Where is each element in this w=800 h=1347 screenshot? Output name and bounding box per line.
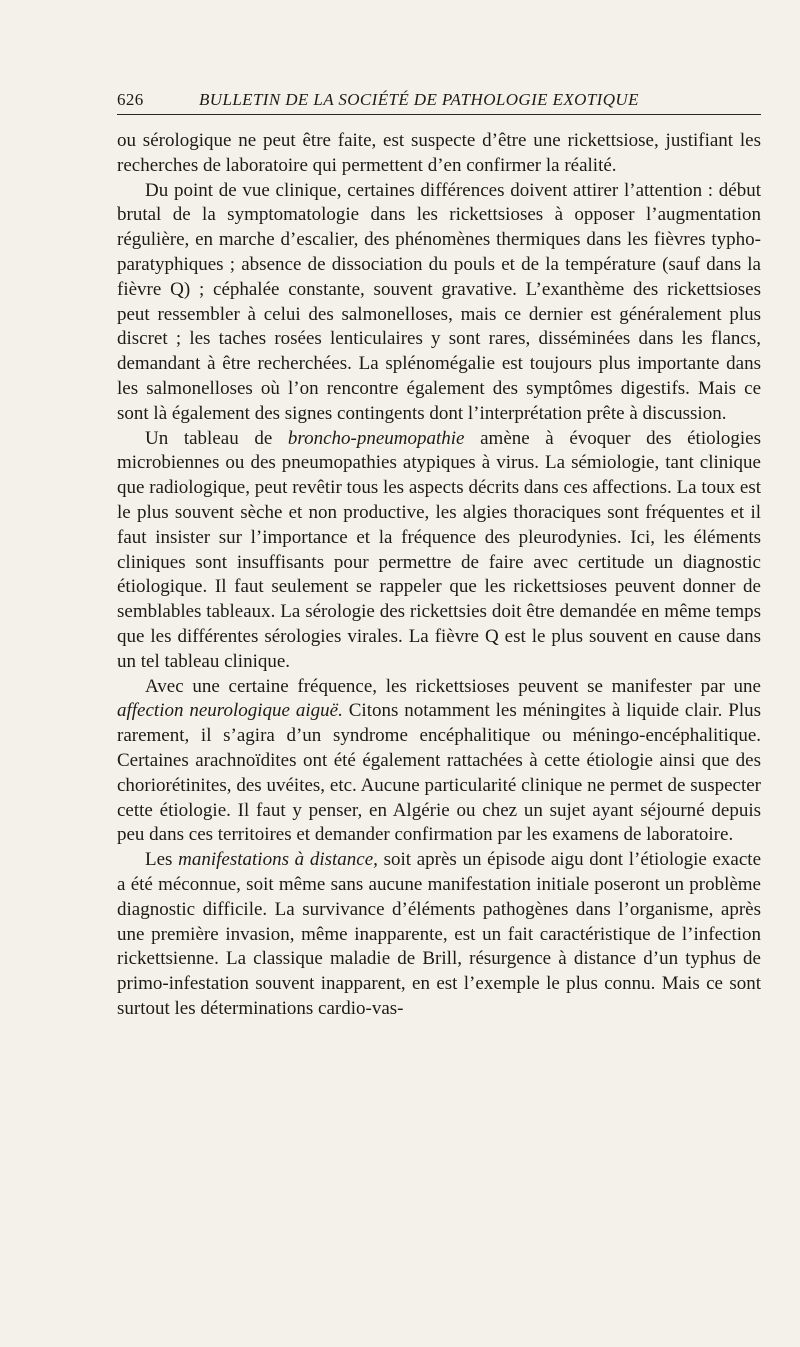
italic-term: broncho-pneumopathie	[287, 427, 465, 449]
paragraph-text-rest: amène à évoquer des étiologies microbiennes ou des pneumopathies atypiques à virus. La sémiologie, tant clinique que radiologique, peut revêtir tous les aspects décrits dans ces affections. La toux est le plus souvent sèche et non productive, les algies thoraciques sont fréquentes et il faut insister sur l’importance et la fréquence des pleurodynies. Ici, les éléments cliniques sont insuffisants pour permettre de faire avec certitude un diagnostic étiologique. Il faut seulement se rappeler que les rickettsioses peuvent donner de semblables tableaux. La sérologie des rickettsies doit être demandée en même temps que les différentes sérologies virales. La fièvre Q est le plus souvent en cause dans un tel tableau clinique.	[117, 427, 761, 672]
italic-term: affection neurologique aiguë.	[117, 700, 343, 722]
paragraph-text-rest: Citons notamment les méningites à liquide clair. Plus rarement, il s’agira d’un syndrome encéphalitique ou méningo-encéphalitique. Certaines arachnoïdites ont été également rattachées à cette étiologie ainsi que des choriorétinites, des uvéites, etc. Aucune particularité clinique ne permet de suspecter cette étiologie. Il faut y penser, en Algérie ou chez un sujet ayant séjourné depuis peu dans ces territoires et demander confirmation par les examens de laboratoire.	[117, 700, 762, 846]
paragraph-text-start: Un tableau de	[145, 427, 288, 449]
paragraph-broncho-pneumopathie	[117, 427, 761, 675]
paragraph-continuation	[117, 129, 761, 179]
running-title: BULLETIN DE LA SOCIÉTÉ DE PATHOLOGIE EXOTIQUE	[199, 90, 639, 109]
page-number: 626	[117, 90, 144, 109]
page-header	[117, 88, 761, 115]
paragraph-text-start: Avec une certaine fréquence, les rickettsioses peuvent se manifester par une	[145, 675, 761, 697]
body-text	[117, 129, 761, 1022]
paragraph-clinical-differences	[117, 179, 761, 427]
paragraph-text: ou sérologique ne peut être faite, est suspecte d’être une rickettsiose, justifiant les recherches de laboratoire qui permettent d’en confirmer la réalité.	[117, 130, 761, 176]
italic-term: manifestations à distance,	[178, 849, 378, 871]
paragraph-distance-manifestations	[117, 848, 761, 1022]
paragraph-text-start: Les	[145, 849, 179, 871]
paragraph-text: Du point de vue clinique, certaines différences doivent attirer l’attention : début brutal de la symptomatologie dans les rickettsioses à opposer l’augmentation régulière, en marche d’escalier, des phénomènes thermiques dans les fièvres typho-paratyphiques ; absence de dissociation du pouls et de la température (sauf dans la fièvre Q) ; céphalée constante, souvent gravative. L’exanthème des rickettsioses peut ressembler à celui des salmonelloses, mais ce dernier est généralement plus discret ; les taches rosées lenticulaires y sont rares, disséminées dans les flancs, demandant à être recherchées. La splénomégalie est toujours plus importante dans les salmonelloses où l’on rencontre également des symptômes digestifs. Mais ce sont là également des signes contingents dont l’interprétation prête à discussion.	[117, 179, 761, 424]
paragraph-text-rest: soit après un épisode aigu dont l’étiologie exacte a été méconnue, soit même sans aucune manifestation initiale poseront un problème diagnostic difficile. La survivance d’éléments pathogènes dans l’organisme, après une première invasion, même inapparente, est un fait caractéristique de l’infection rickettsienne. La classique maladie de Brill, résurgence à distance d’un typhus de primo-infestation souvent inapparent, en est l’exemple le plus connu. Mais ce sont surtout les déterminations cardio-vas-	[117, 849, 762, 1019]
paragraph-neurologic	[117, 675, 761, 849]
